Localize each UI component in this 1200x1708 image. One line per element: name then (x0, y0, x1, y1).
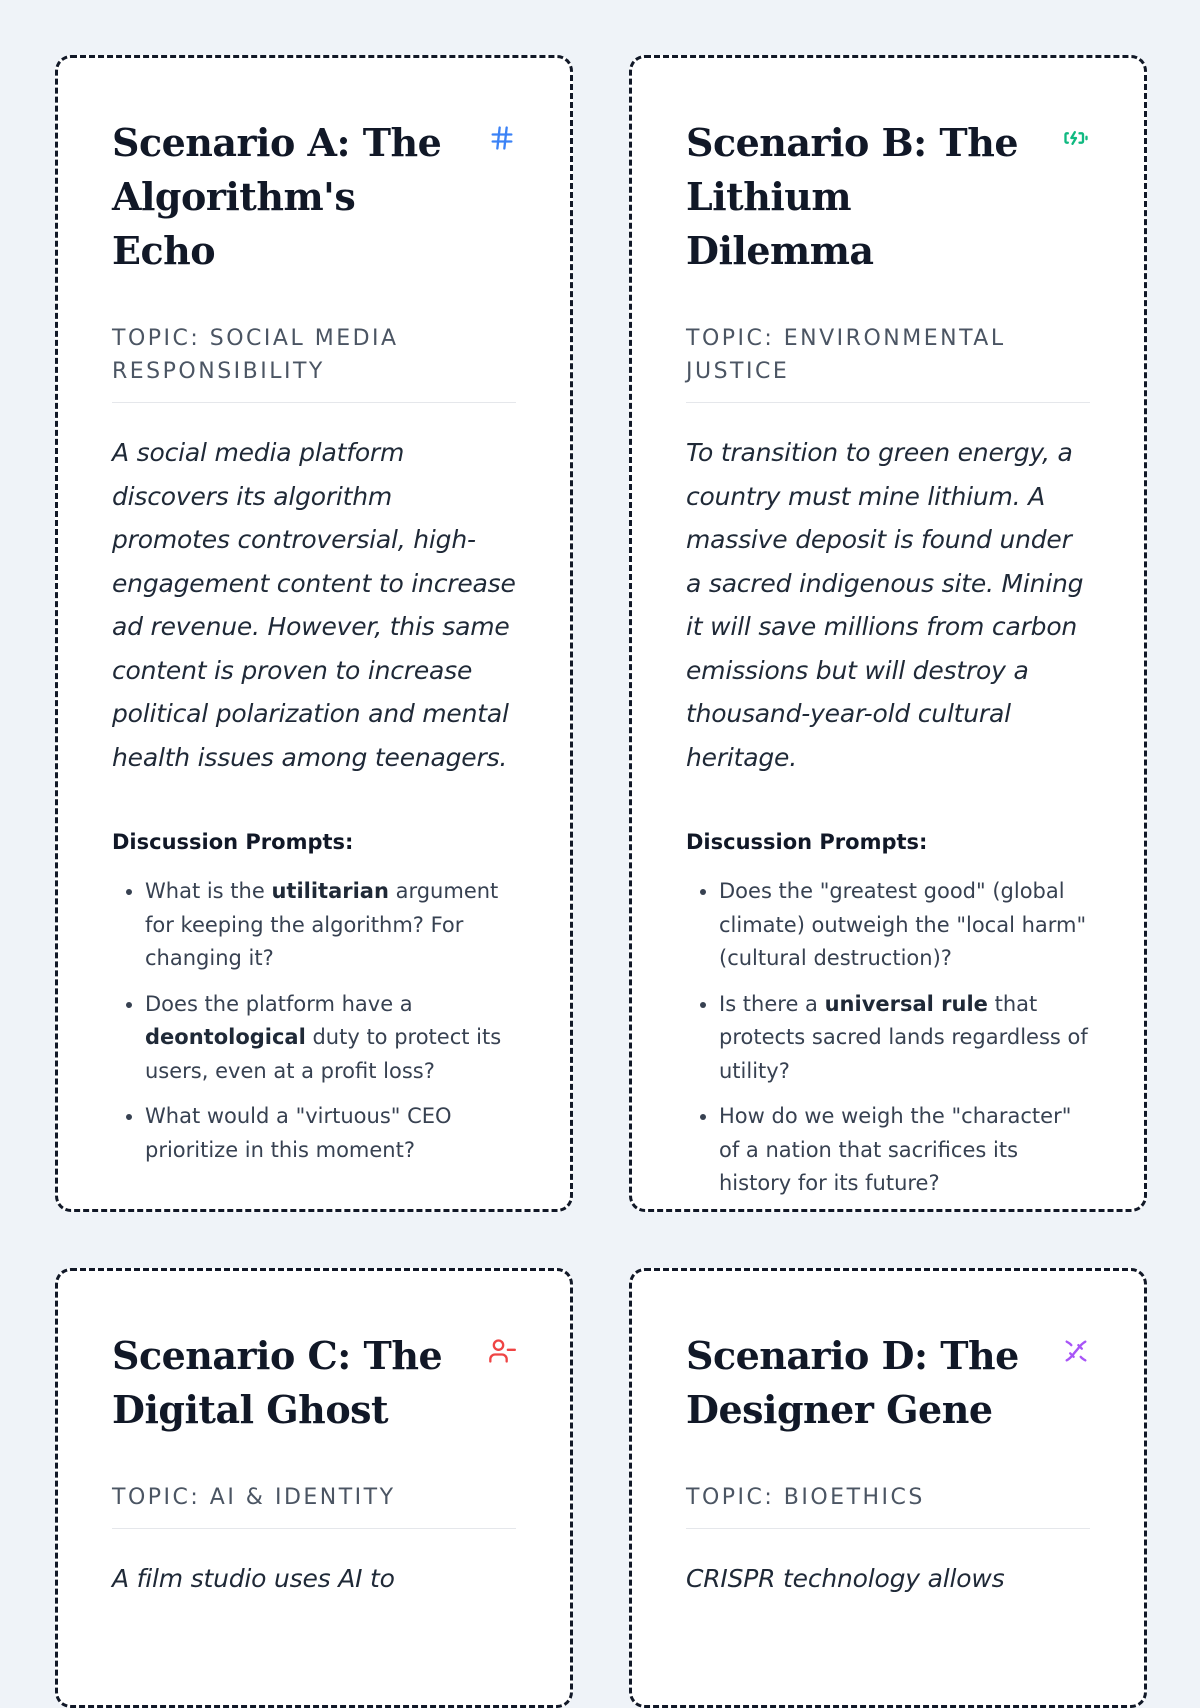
card-title: Scenario C: The Digital Ghost (112, 1333, 443, 1432)
card-header (112, 1329, 516, 1437)
card-title: Scenario B: The Lithium Dilemma (686, 120, 1018, 273)
card-description: A social media platform discovers its algorithm promotes controversial, high-engagement content to increase ad revenue. However, this same content is proven to increase political polarization and mental health issues among teenagers. (112, 438, 516, 772)
prompts-heading: Discussion Prompts: (112, 830, 354, 854)
scenario-card-d (629, 1268, 1147, 1708)
prompt-item: • Does the "greatest good" (global climate) outweigh the "local harm" (cultural destruction)? (719, 875, 1090, 976)
battery-charging-icon (1062, 124, 1090, 152)
card-topic: TOPIC: BIOETHICS (686, 1481, 1090, 1529)
prompts-list (112, 875, 516, 1167)
user-minus-icon (488, 1337, 516, 1365)
card-description: To transition to green energy, a country must mine lithium. A massive deposit is found under a sacred indigenous site. Mining it will save millions from carbon emissions but will destroy a thousand-year-old cultural heritage. (686, 438, 1084, 772)
hashtag-icon (488, 124, 516, 152)
card-title: Scenario D: The Designer Gene (686, 1333, 1019, 1432)
scenario-card-a (55, 55, 573, 1212)
prompt-item: • Is there a universal rule that protects sacred lands regardless of utility? (719, 988, 1090, 1089)
card-description: A film studio uses AI to (112, 1564, 395, 1593)
prompt-item: • Does the platform have a deontological duty to protect its users, even at a profit loss? (145, 988, 516, 1089)
card-header (112, 116, 516, 278)
card-header (686, 1329, 1090, 1437)
prompt-item: • How do we weigh the "character" of a nation that sacrifices its history for its future? (719, 1100, 1090, 1201)
scenario-card-c (55, 1268, 573, 1708)
card-header (686, 116, 1090, 278)
card-topic: TOPIC: ENVIRONMENTAL JUSTICE (686, 322, 1090, 403)
dna-icon (1062, 1337, 1090, 1365)
prompts-heading: Discussion Prompts: (686, 830, 928, 854)
card-topic: TOPIC: AI & IDENTITY (112, 1481, 516, 1529)
prompts-list (686, 875, 1090, 1201)
prompt-item: • What would a "virtuous" CEO prioritize in this moment? (145, 1100, 516, 1167)
scenario-card-b (629, 55, 1147, 1212)
prompt-item: • What is the utilitarian argument for keeping the algorithm? For changing it? (145, 875, 516, 976)
scenario-grid (55, 55, 1147, 1708)
card-description: CRISPR technology allows (686, 1564, 1005, 1593)
card-topic: TOPIC: SOCIAL MEDIA RESPONSIBILITY (112, 322, 516, 403)
card-title: Scenario A: The Algorithm's Echo (112, 120, 442, 273)
